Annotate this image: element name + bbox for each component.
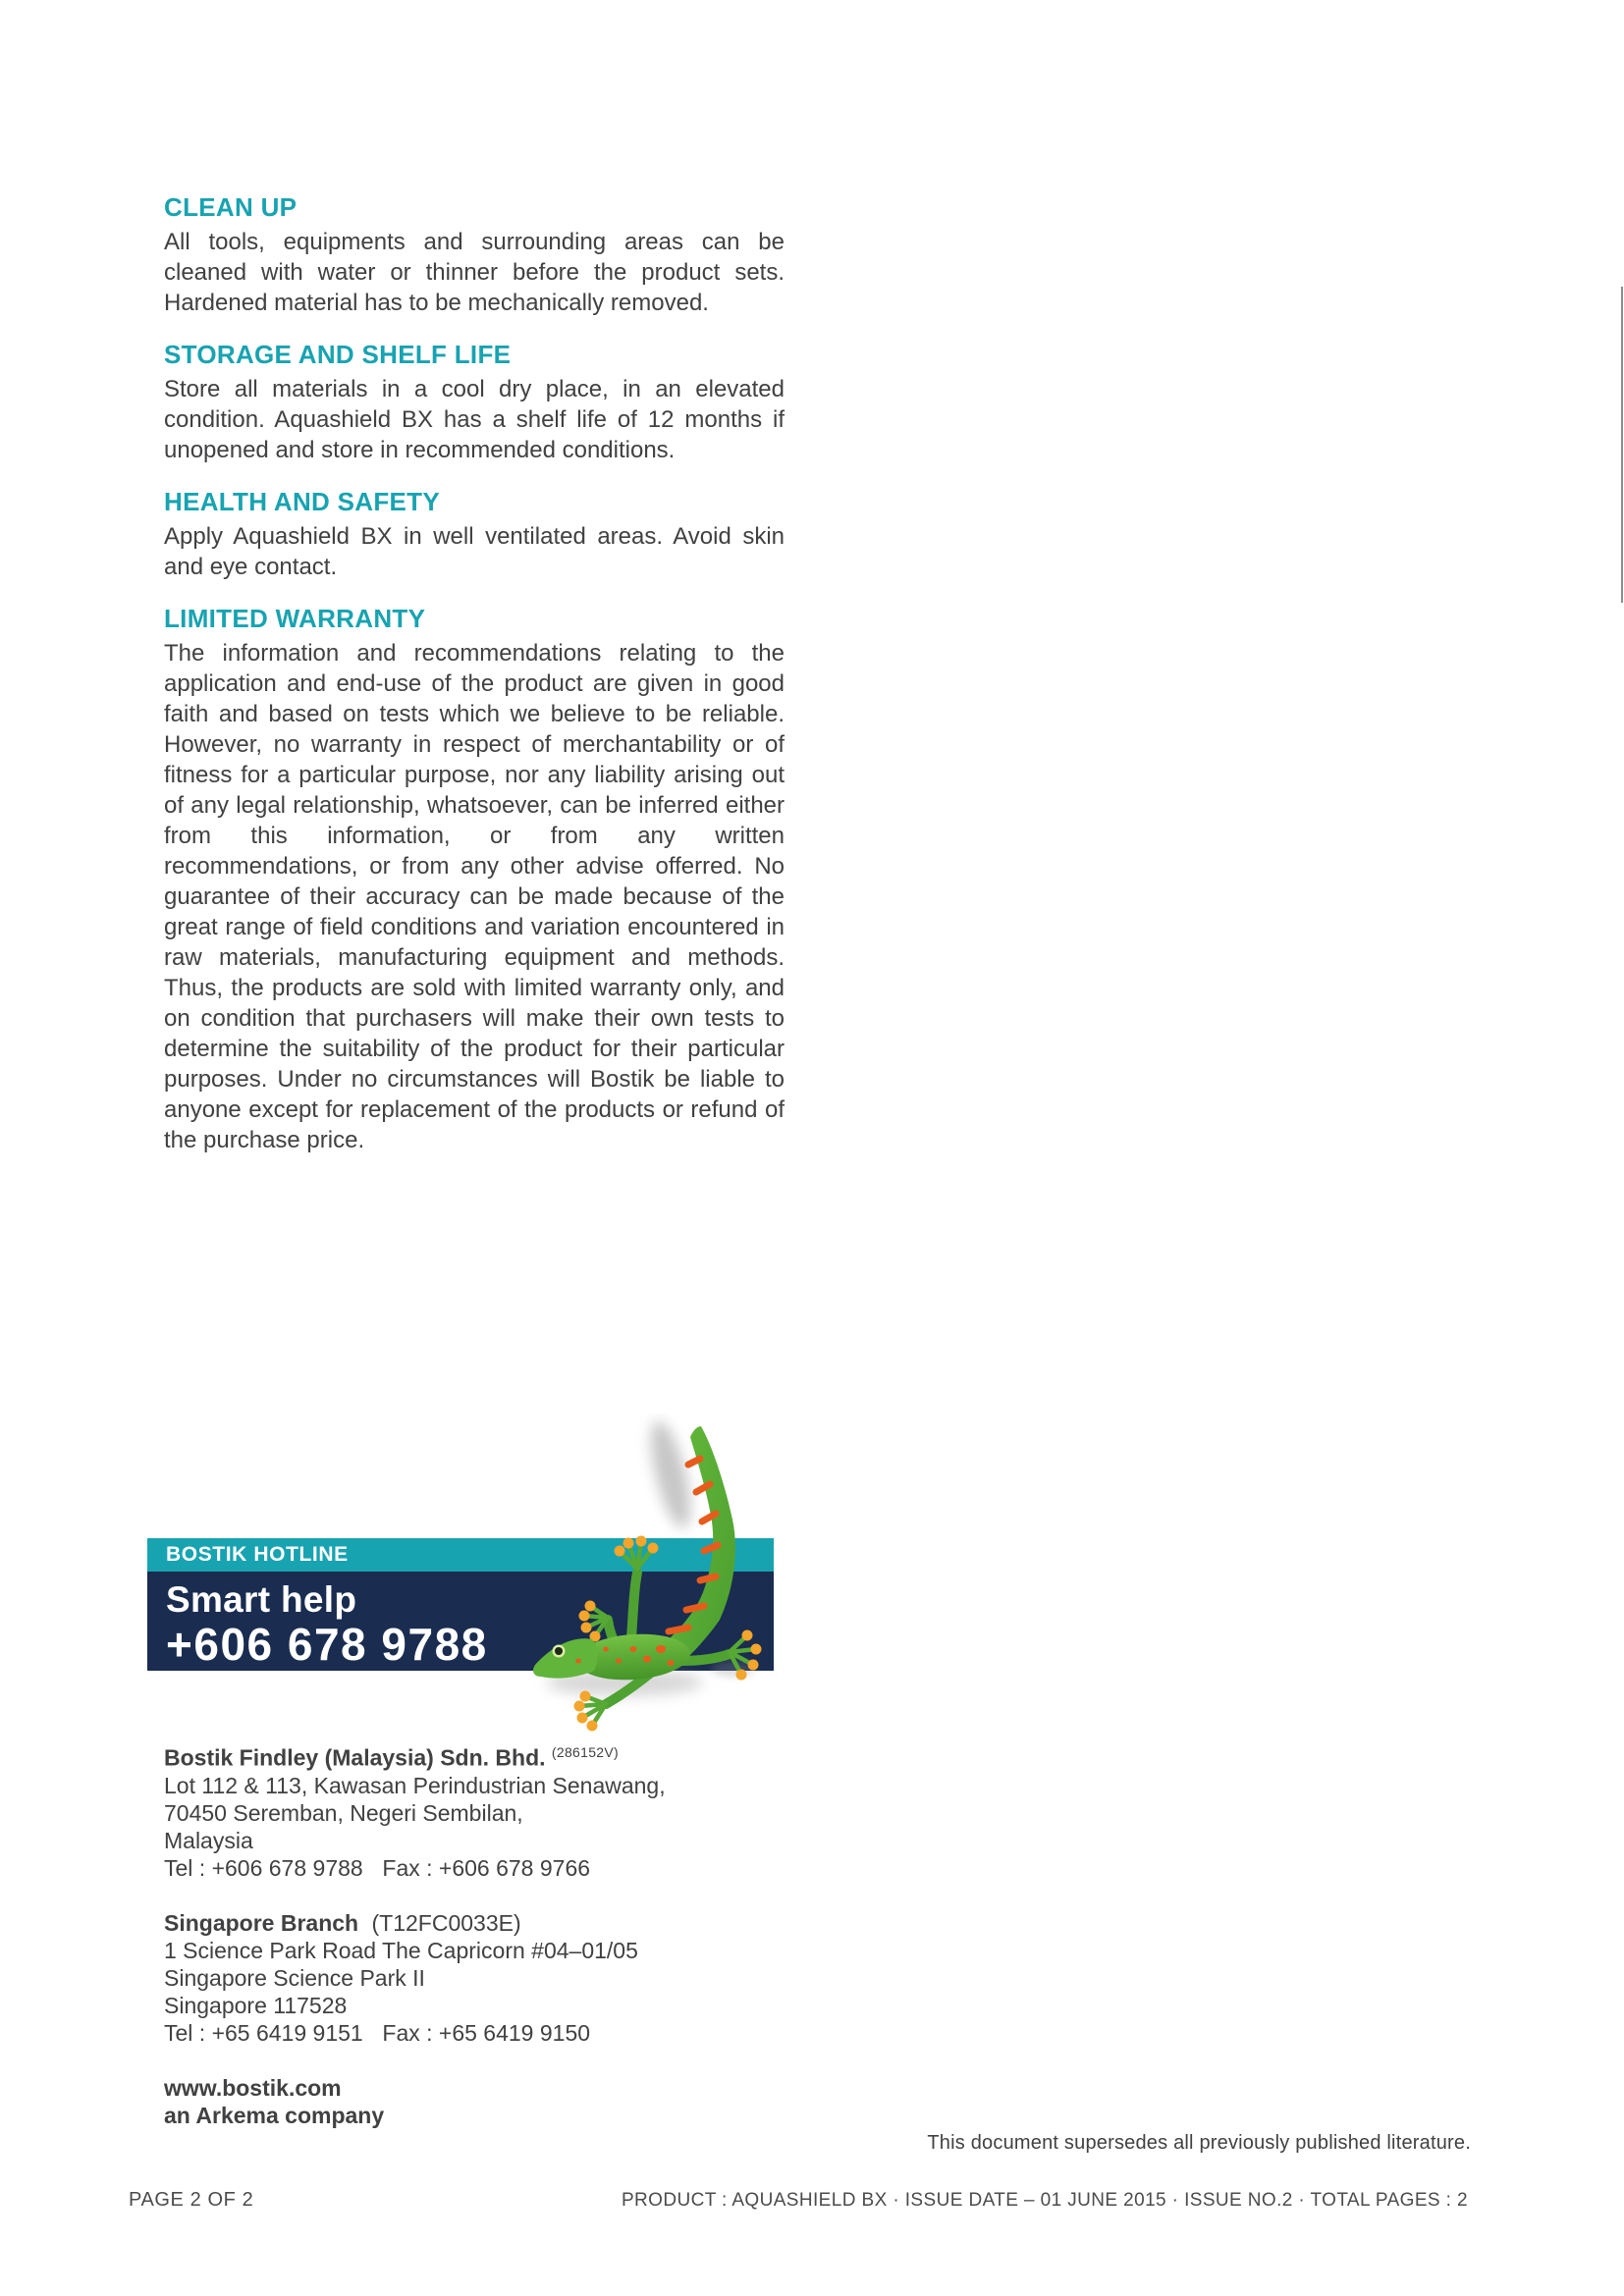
footer-row bbox=[129, 2189, 1468, 2212]
website-text: www.bostik.com bbox=[164, 2074, 342, 2101]
section-heading: HEALTH AND SAFETY bbox=[164, 487, 440, 516]
addresses-block bbox=[164, 1738, 714, 2129]
section-clean-up bbox=[164, 192, 785, 318]
section-health-and-safety bbox=[164, 487, 785, 582]
product-footer-line: PRODUCT : AQUASHIELD BX · ISSUE DATE – 01 JUNE 2015 · ISSUE NO.2 · TOTAL PAGES : 2 bbox=[621, 2190, 1468, 2211]
tel-fax-line bbox=[164, 1854, 714, 1882]
malaysia-office-tel: Tel : +606 678 9788 bbox=[164, 1854, 363, 1881]
singapore-office-block bbox=[164, 1909, 714, 2047]
address-line: Singapore 117528 bbox=[164, 1992, 348, 2018]
section-heading: LIMITED WARRANTY bbox=[164, 604, 426, 633]
section-body: The information and recommendations relating to the application and end-use of the product are given in good faith and based on tests which we believe to be reliable. However, no warranty in respect of merchantability or of fitness for a particular purpose, nor any liability arising out of any legal relationship, whatsoever, can be inferred either from this information, or from any written recommendations, or from any other advise offerred. No guarantee of their accuracy can be made because of the great range of field conditions and variation encountered in raw materials, manufacturing equipment and methods. Thus, the products are sold with limited warranty only, and on condition that purchasers will make their own tests to determine the suitability of the product for their particular purposes. Under no circumstances will Bostik be liable to anyone except for replacement of the products or refund of the purchase price. bbox=[164, 640, 785, 1153]
section-storage-and-shelf-life bbox=[164, 340, 785, 465]
address-line: Lot 112 & 113, Kawasan Perindustrian Senawang, bbox=[164, 1772, 666, 1798]
tel-fax-line bbox=[164, 2019, 714, 2047]
office-name-line bbox=[164, 1909, 714, 1937]
singapore-office-fax: Fax : +65 6419 9150 bbox=[382, 2019, 591, 2046]
gecko-image bbox=[523, 1414, 800, 1755]
page-edge-artifact bbox=[1621, 287, 1623, 603]
address-line: Singapore Science Park II bbox=[164, 1964, 425, 1991]
address-line: 1 Science Park Road The Capricorn #04–01/05 bbox=[164, 1937, 638, 1963]
singapore-office-name: Singapore Branch bbox=[164, 1909, 359, 1936]
malaysia-office-name: Bostik Findley (Malaysia) Sdn. Bhd. bbox=[164, 1744, 546, 1771]
singapore-office-tel: Tel : +65 6419 9151 bbox=[164, 2019, 363, 2046]
malaysia-office-reg-no: (286152V) bbox=[551, 1744, 619, 1760]
singapore-office-reg-no: (T12FC0033E) bbox=[371, 1909, 521, 1936]
page-number-label: PAGE 2 OF 2 bbox=[129, 2189, 254, 2211]
address-line: Malaysia bbox=[164, 1827, 253, 1853]
address-line: 70450 Seremban, Negeri Sembilan, bbox=[164, 1799, 523, 1826]
company-links-block bbox=[164, 2074, 714, 2129]
section-heading: CLEAN UP bbox=[164, 192, 298, 222]
malaysia-office-fax: Fax : +606 678 9766 bbox=[382, 1854, 591, 1881]
malaysia-office-block bbox=[164, 1738, 714, 1882]
hotline-title: Smart help bbox=[166, 1579, 357, 1620]
supersede-note: This document supersedes all previously published literature. bbox=[927, 2132, 1471, 2154]
section-heading: STORAGE AND SHELF LIFE bbox=[164, 340, 512, 369]
content-column bbox=[164, 192, 785, 1177]
section-body: Store all materials in a cool dry place, in an elevated condition. Aquashield BX has a shelf life of 12 months if unopened and store in recommended conditions. bbox=[164, 376, 785, 463]
section-limited-warranty bbox=[164, 604, 785, 1155]
section-body: All tools, equipments and surrounding areas can be cleaned with water or thinner before the product sets. Hardened material has to be mechanically removed. bbox=[164, 229, 785, 316]
company-tagline: an Arkema company bbox=[164, 2102, 385, 2128]
hotline-phone-number: +606 678 9788 bbox=[166, 1619, 488, 1670]
section-body: Apply Aquashield BX in well ventilated areas. Avoid skin and eye contact. bbox=[164, 523, 785, 580]
hotline-label: BOSTIK HOTLINE bbox=[166, 1543, 349, 1566]
